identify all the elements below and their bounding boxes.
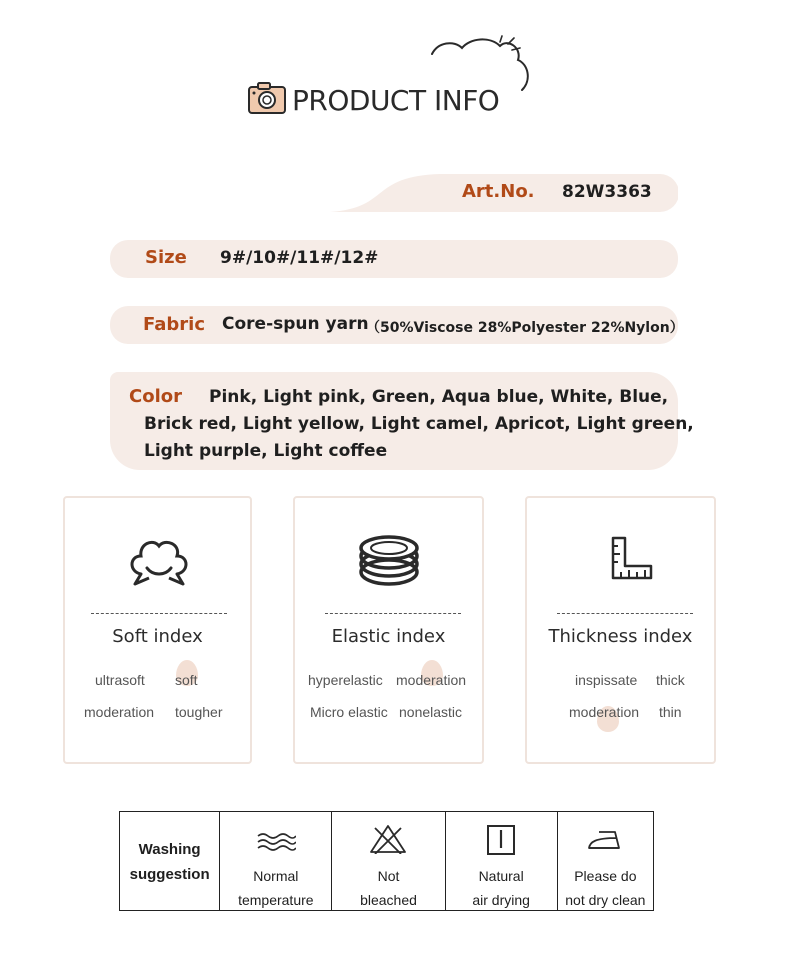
washing-item-line-1: Normal: [253, 868, 299, 884]
size-row: [110, 240, 678, 278]
fabric-label: Fabric: [143, 314, 205, 335]
option-nonelastic: nonelastic: [399, 704, 463, 720]
option-tougher: tougher: [175, 704, 223, 720]
color-line-2: Brick red, Light yellow, Light camel, Apricot, Light green,: [144, 414, 694, 434]
color-line-3: Light purple, Light coffee: [144, 441, 388, 461]
size-value: 9#/10#/11#/12#: [220, 248, 379, 268]
washing-item-line-1: Natural: [478, 868, 524, 884]
soft-index-card: [63, 496, 252, 764]
washing-item: [332, 812, 445, 910]
elastic-index-card: [293, 496, 484, 764]
product-info-header: [248, 78, 499, 122]
hang-dry-icon: [486, 824, 516, 859]
option-ultrasoft: ultrasoft: [95, 672, 145, 688]
washing-item-line-1: Not: [377, 868, 400, 884]
color-row: [110, 372, 694, 470]
option-micro-elastic: Micro elastic: [310, 704, 388, 720]
water-waves-icon: [256, 832, 296, 855]
washing-item-line-2: air drying: [472, 892, 530, 908]
option-thick: thick: [656, 672, 685, 688]
washing-suggestion-table: [119, 811, 654, 911]
art-no-row: [330, 172, 678, 212]
fabric-detail: （50%Viscose 28%Polyester 22%Nylon）: [366, 320, 684, 336]
washing-item: [446, 812, 558, 910]
divider: [325, 613, 461, 614]
art-no-value: 82W3363: [562, 182, 652, 202]
washing-label-line-1: Washing: [138, 841, 201, 858]
option-inspissate: inspissate: [575, 672, 638, 688]
washing-label-line-2: suggestion: [129, 866, 210, 883]
option-hyperelastic: hyperelastic: [308, 672, 383, 688]
fabric-value: Core-spun yarn: [222, 314, 369, 334]
option-moderation: moderation: [569, 704, 640, 720]
cotton-icon: [127, 534, 191, 594]
size-label: Size: [145, 247, 187, 268]
thickness-index-card: [525, 496, 716, 764]
fabric-row: [110, 306, 684, 344]
no-bleach-icon: [369, 824, 407, 857]
washing-item: [558, 812, 653, 910]
page-title: PRODUCT INFO: [292, 83, 500, 117]
divider: [557, 613, 693, 614]
option-moderation: moderation: [84, 704, 155, 720]
option-moderation: moderation: [396, 672, 467, 688]
option-soft: soft: [175, 672, 198, 688]
washing-item-line-2: not dry clean: [565, 892, 646, 908]
color-line-1: Pink, Light pink, Green, Aqua blue, White, Blue,: [209, 387, 669, 407]
camera-icon: [248, 82, 286, 118]
soft-index-title: Soft index: [112, 626, 203, 647]
washing-item-line-1: Please do: [574, 868, 637, 884]
ruler-icon: [609, 536, 655, 586]
divider: [91, 613, 227, 614]
washing-item-line-2: bleached: [360, 892, 417, 908]
spring-coil-icon: [357, 532, 421, 592]
washing-item: [220, 812, 332, 910]
art-no-label: Art.No.: [462, 181, 535, 202]
color-label: Color: [129, 386, 182, 407]
elastic-index-title: Elastic index: [331, 626, 446, 647]
option-thin: thin: [659, 704, 682, 720]
thickness-index-title: Thickness index: [548, 626, 693, 647]
washing-item-line-2: temperature: [238, 892, 314, 908]
washing-label-cell: [120, 812, 220, 910]
iron-icon: [587, 830, 623, 855]
